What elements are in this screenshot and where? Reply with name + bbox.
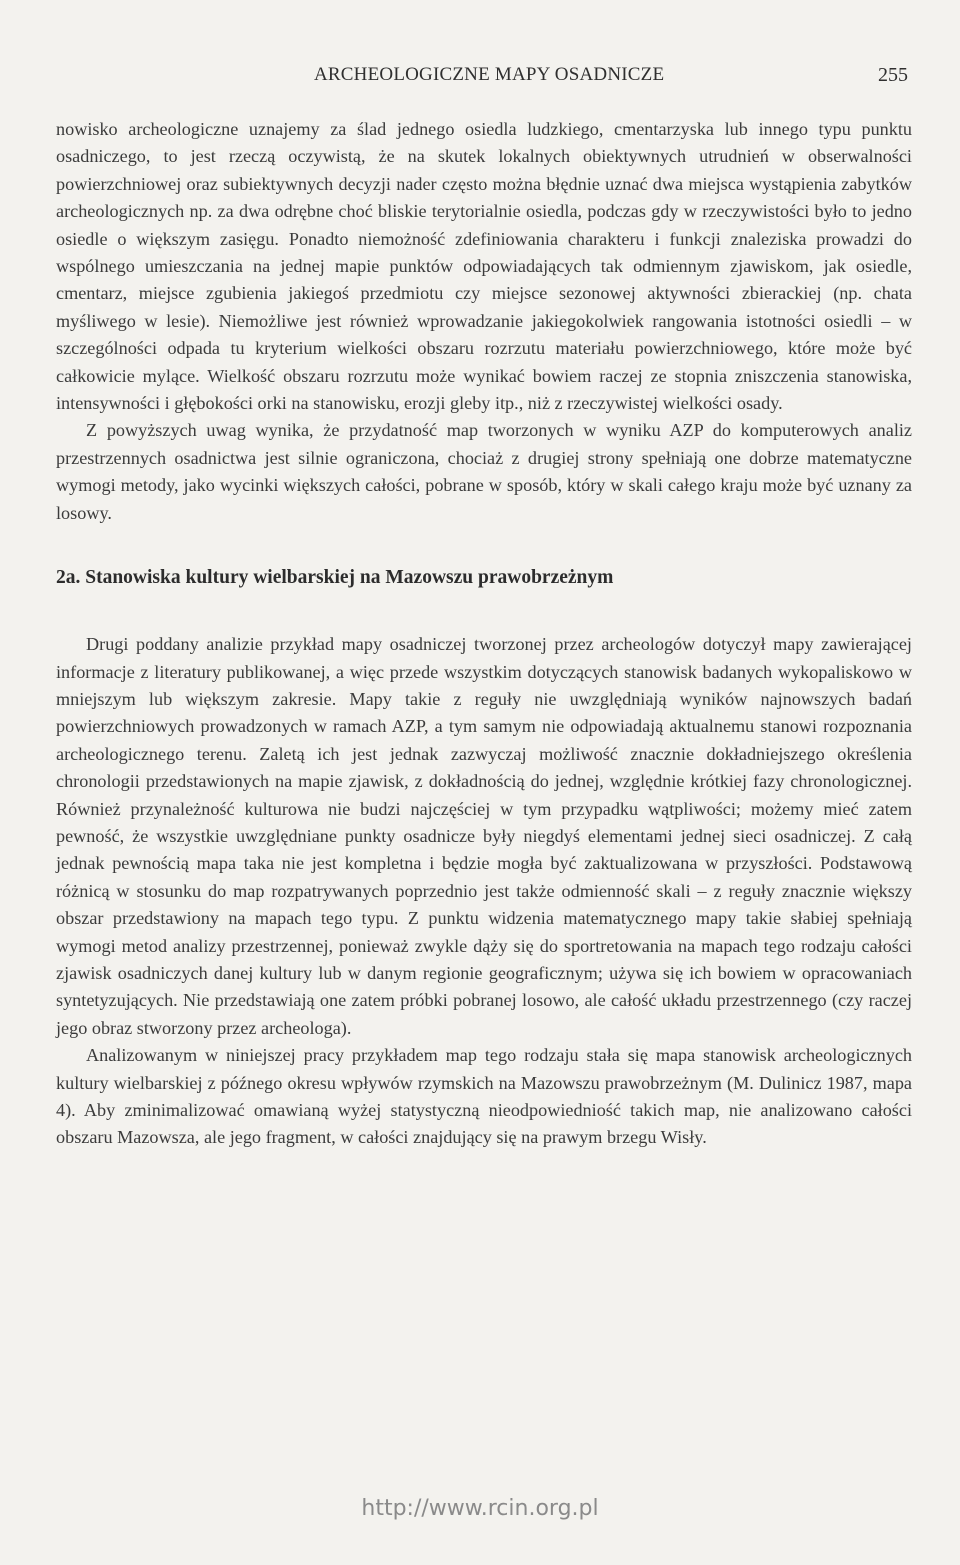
paragraph: Drugi poddany analizie przykład mapy osadniczej tworzonej przez archeologów dotyczył mapy zawierającej informacje z literatury publikowanej, a więc przede wszystkim dotyczących stanowisk badanych wykopaliskowo w mniejszym lub większym zakresie. Mapy takie z reguły nie uwzględniają wyników najnowszych badań powierzchniowych prowadzonych w ramach AZP, a tym samym nie odpowiadają aktualnemu stanowi rozpoznania archeologicznego terenu. Zaletą ich jest jednak zazwyczaj możliwość znacznie dokładniejszego określenia chronologii przedstawionych na mapie zjawisk, z dokładnością do jednej, względnie krótkiej fazy chronologicznej. Również przynależność kulturowa nie budzi najczęściej w tym przypadku wątpliwości; możemy mieć zatem pewność, że wszystkie uwzględniane punkty osadnicze były niegdyś elementami jednej sieci osadniczej. Z całą jednak pewnością mapa taka nie jest kompletna i będzie mogła być zaktualizowana w przyszłości. Podstawową różnicą w stosunku do map rozpatrywanych poprzednio jest także odmienność skali – z reguły znacznie większy obszar przedstawiony na mapach tego typu. Z punktu widzenia matematycznego mapy takie słabiej spełniają wymogi metod analizy przestrzennej, ponieważ zwykle dąży się do sportretowania na mapach tego rodzaju całości zjawisk osadniczych danej kultury lub w danym regionie geograficznym; używa się ich bowiem w opracowaniach syntetyzujących. Nie przedstawiają one zatem próbki pobranej losowo, ale całość układu przestrzennego (czy raczej jego obraz stworzony przez archeologa). bbox=[56, 634, 912, 1038]
paragraph: nowisko archeologiczne uznajemy za ślad jednego osiedla ludzkiego, cmentarzyska lub innego typu punktu osadniczego, to jest rzeczą oczywistą, że na skutek lokalnych obiektywnych utrudnień w obserwalności powierzchniowej oraz subiektywnych decyzji nader często można błędnie uznać dwa miejsca wystąpienia zabytków archeologicznych np. za dwa odrębne choć bliskie terytorialnie osiedla, podczas gdy w rzeczywistości było to jedno osiedle o większym zasięgu. Ponadto niemożność zdefiniowania charakteru i funkcji znaleziska prowadzi do wspólnego umieszczania na jednej mapie punktów odpowiadających tak odmiennym zjawiskom, jak osiedle, cmentarz, miejsce zgubienia jakiegoś przedmiotu czy miejsce sezonowej aktywności zbierackiej (np. chata myśliwego w lesie). Niemożliwe jest również wprowadzanie jakiegokolwiek rangowania istotności osiedli – w szczególności odpada tu kryterium wielkości obszaru rozrzutu materiału powierzchniowego, które może być całkowicie mylące. Wielkość obszaru rozrzutu może wynikać bowiem raczej ze stopnia zniszczenia stanowiska, intensywności i głębokości orki na stanowisku, erozji gleby itp., niż z rzeczywistej wielkości osady. bbox=[56, 119, 912, 414]
section-heading: 2a. Stanowiska kultury wielbarskiej na Mazowszu prawobrzeżnym bbox=[56, 567, 614, 589]
page-number: 255 bbox=[878, 64, 908, 86]
running-title: ARCHEOLOGICZNE MAPY OSADNICZE bbox=[314, 64, 665, 85]
source-url-watermark: http://www.rcin.org.pl bbox=[361, 1496, 599, 1521]
paragraph: Z powyższych uwag wynika, że przydatność map tworzonych w wyniku AZP do komputerowych analiz przestrzennych osadnictwa jest silnie ograniczona, chociaż z drugiej strony spełniają one dobrze matematyczne wymogi metody, jako wycinki większych całości, pobrane w sposób, który w skali całego kraju może być uznany za losowy. bbox=[56, 420, 912, 523]
paragraph: Analizowanym w niniejszej pracy przykładem map tego rodzaju stała się mapa stanowisk archeologicznych kultury wielbarskiej z późnego okresu wpływów rzymskich na Mazowszu prawobrzeżnym (M. Dulinicz 1987, mapa 4). Aby zminimalizować omawianą wyżej statystyczną nieodpowiedniość takich map, nie analizowano całości obszaru Mazowsza, ale jego fragment, w całości znajdujący się na prawym brzegu Wisły. bbox=[56, 1045, 912, 1148]
running-header bbox=[56, 64, 908, 94]
body-text bbox=[56, 116, 912, 1152]
